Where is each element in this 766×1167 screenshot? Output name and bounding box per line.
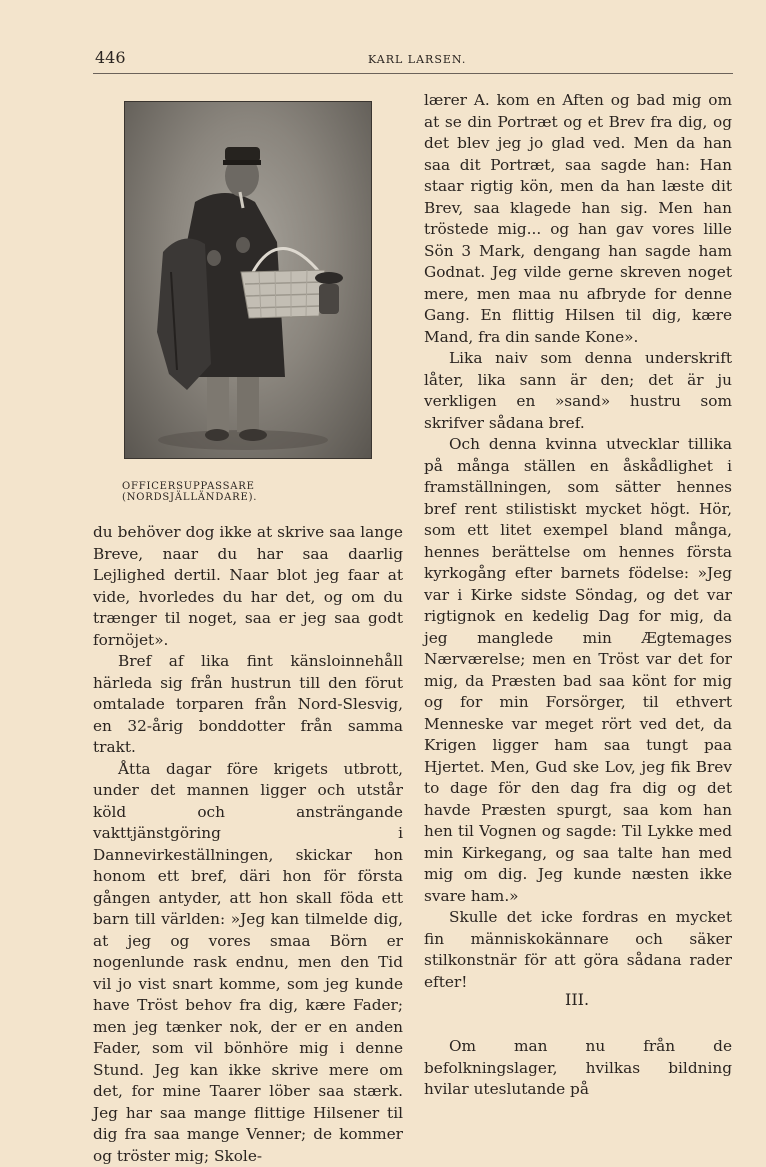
paragraph: Om man nu från de befolkningslager, hvilkas bildning hvilar uteslutande på (424, 1036, 732, 1101)
figure-caption: OFFICERSUPPASSARE (NORDSJÄLLÄNDARE). (122, 481, 392, 503)
page-number: 446 (95, 48, 126, 67)
paragraph: Lika naiv som denna underskrift låter, lika sann är den; det är ju verkligen en »sand» hustru som skrifver sådana bref. (424, 348, 732, 434)
header-rule (93, 73, 733, 74)
section-heading: III. (565, 990, 589, 1009)
paragraph: Skulle det icke fordras en mycket fin människokännare och säker stilkonstnär för att göra sådana rader efter! (424, 907, 732, 993)
section-body (424, 1036, 732, 1101)
paragraph: Och denna kvinna utvecklar tillika på många ställen en åskådlighet i framställningen, som sätter hennes bref rent stilistiskt mycket högt. Hör, som ett litet exempel bland många, hennes berättelse om hennes första kyrkogång efter barnets födelse: »Jeg var i Kirke sidste Söndag, og det var rigtignok en kedelig Dag for mig, da jeg manglede min Ægtemages Nærværelse; men en Tröst var det for mig, da Præsten bad saa könt for mig og for min Forsörger, til ethvert Menneske var meget rört ved det, da Krigen ligger ham saa tungt paa Hjertet. Men, Gud ske Lov, jeg fik Brev to dage för den dag fra dig og det havde Præsten spurgt, saa kom han hen til Vognen og sagde: Til Lykke med min Kirkegang, og saa talte han med mig om dig. Jeg kunde næsten ikke svare ham.» (424, 434, 732, 907)
portrait-photograph (124, 101, 372, 459)
right-column (424, 90, 732, 993)
running-head: KARL LARSEN. (368, 53, 466, 66)
paragraph: Bref af lika fint känsloinnehåll härleda sig från hustrun till den förut omtalade torparen från Nord-Slesvig, en 32-årig bonddotter från samma trakt. (93, 651, 403, 759)
paragraph: lærer A. kom en Aften og bad mig om at se din Portræt og et Brev fra dig, og det blev jeg jo glad ved. Men da han saa dit Portræt, saa sagde han: Han staar rigtig kön, men da han læste dit Brev, saa klagede han sig. Men han tröstede mig... og han gav vores lille Sön 3 Mark, dengang han sagde ham Godnat. Jeg vilde gerne skreven noget mere, men maa nu afbryde for denne Gang. En flittig Hilsen til dig, kære Mand, fra din sande Kone». (424, 90, 732, 348)
paragraph: Åtta dagar före krigets utbrott, under det mannen ligger och utstår köld och ansträngande vakttjänstgöring i Dannevirkeställningen, skickar hon honom ett bref, däri hon för första gången antyder, att hon skall föda ett barn till världen: »Jeg kan tilmelde dig, at jeg og vores smaa Börn er nogenlunde rask endnu, men den Tid vil jo vist snart komme, som jeg kunde have Tröst behov fra dig, kære Fader; men jeg tænker nok, der er en anden Fader, som vil bönhöre mig i denne Stund. Jeg kan ikke skrive mere om det, for mine Taarer löber saa stærk. Jeg har saa mange flittige Hilsener til dig fra saa mange Venner; de kommer og tröster mig; Skole- (93, 759, 403, 1167)
paragraph: du behöver dog ikke at skrive saa lange Breve, naar du har saa daarlig Lejlighed dertil. Naar blot jeg faar at vide, hvorledes du har det, og om du trænger til noget, saa er jeg saa godt fornöjet». (93, 522, 403, 651)
left-column (93, 522, 403, 1167)
